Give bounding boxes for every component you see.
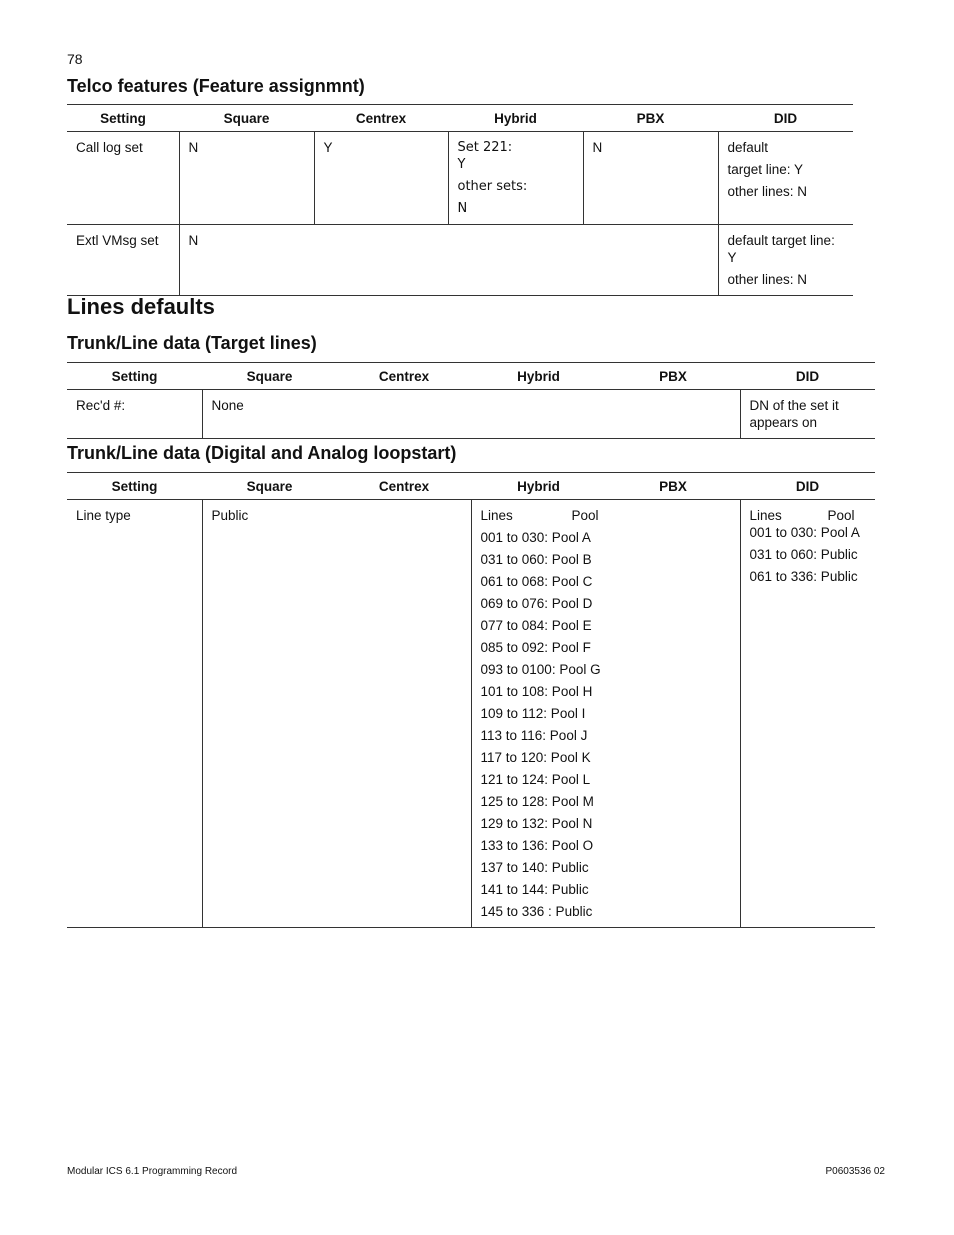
cell-square-centrex: Public bbox=[202, 500, 471, 928]
pool-label: Pool bbox=[571, 508, 599, 523]
lines-pool-header bbox=[750, 507, 855, 524]
cell-merged: None bbox=[202, 390, 740, 439]
cell-line: Y bbox=[727, 250, 737, 265]
pool-range-line: 117 to 120: Pool K bbox=[480, 750, 591, 765]
col-header-setting: Setting bbox=[67, 473, 202, 500]
cell-centrex: Y bbox=[314, 132, 448, 225]
section-title-lines-defaults: Lines defaults bbox=[67, 294, 215, 319]
section-title-target-lines: Trunk/Line data (Target lines) bbox=[67, 333, 317, 353]
cell-line: other lines: N bbox=[727, 272, 808, 287]
col-header-square: Square bbox=[202, 363, 337, 390]
cell-did bbox=[718, 132, 853, 225]
cell-setting: Call log set bbox=[67, 132, 179, 225]
col-header-centrex: Centrex bbox=[337, 473, 471, 500]
telco-features-table bbox=[67, 104, 853, 296]
pool-range-line: 061 to 068: Pool C bbox=[480, 574, 593, 589]
pool-range-line: 121 to 124: Pool L bbox=[480, 772, 591, 787]
col-header-pbx: PBX bbox=[606, 363, 740, 390]
table-header-row bbox=[67, 363, 875, 390]
pool-range-line: 145 to 336 : Public bbox=[480, 904, 593, 919]
pool-range-line: 031 to 060: Pool B bbox=[480, 552, 592, 567]
cell-square: N bbox=[179, 132, 314, 225]
pool-range-line: 101 to 108: Pool H bbox=[480, 684, 593, 699]
section-title-telco-features: Telco features (Feature assignmnt) bbox=[67, 76, 365, 96]
cell-hybrid bbox=[448, 132, 583, 225]
pool-range-line: 001 to 030: Pool A bbox=[749, 525, 860, 540]
cell-line: other lines: N bbox=[727, 184, 808, 199]
target-lines-table bbox=[67, 362, 875, 439]
cell-line: target line: Y bbox=[727, 162, 804, 177]
cell-line: N bbox=[457, 201, 468, 216]
pool-range-line: 061 to 336: Public bbox=[749, 569, 858, 584]
pool-range-line: 141 to 144: Public bbox=[480, 882, 589, 897]
cell-setting: Rec'd #: bbox=[67, 390, 202, 439]
pool-range-line: 001 to 030: Pool A bbox=[480, 530, 591, 545]
cell-merged: N bbox=[179, 225, 718, 296]
pool-range-line: 133 to 136: Pool O bbox=[480, 838, 594, 853]
cell-line: other sets: bbox=[457, 179, 528, 194]
table-header-row bbox=[67, 473, 875, 500]
cell-did bbox=[718, 225, 853, 296]
col-header-setting: Setting bbox=[67, 105, 179, 132]
page-number: 78 bbox=[67, 51, 83, 67]
pool-range-line: 137 to 140: Public bbox=[480, 860, 589, 875]
table-row bbox=[67, 225, 853, 296]
table-header-row bbox=[67, 105, 853, 132]
lines-pool-header bbox=[480, 507, 599, 524]
pool-range-line: 085 to 092: Pool F bbox=[480, 640, 591, 655]
pool-range-line: 069 to 076: Pool D bbox=[480, 596, 593, 611]
col-header-pbx: PBX bbox=[583, 105, 718, 132]
pool-range-line: 031 to 060: Public bbox=[749, 547, 858, 562]
col-header-did: DID bbox=[740, 473, 875, 500]
col-header-hybrid: Hybrid bbox=[471, 363, 606, 390]
pool-range-line: 113 to 116: Pool J bbox=[480, 728, 588, 743]
cell-setting: Extl VMsg set bbox=[67, 225, 179, 296]
cell-line: default target line: bbox=[727, 233, 835, 248]
lines-label: Lines bbox=[749, 508, 782, 523]
pool-range-line: 129 to 132: Pool N bbox=[480, 816, 593, 831]
col-header-did: DID bbox=[718, 105, 853, 132]
cell-hybrid-pbx bbox=[471, 500, 740, 928]
cell-line: appears on bbox=[749, 415, 818, 430]
col-header-pbx: PBX bbox=[606, 473, 740, 500]
col-header-square: Square bbox=[179, 105, 314, 132]
cell-line: DN of the set it bbox=[749, 398, 839, 413]
cell-setting: Line type bbox=[67, 500, 202, 928]
pool-range-line: 077 to 084: Pool E bbox=[480, 618, 592, 633]
cell-did bbox=[740, 500, 875, 928]
footer-right: P0603536 02 bbox=[825, 1166, 885, 1177]
loopstart-table bbox=[67, 472, 875, 928]
col-header-centrex: Centrex bbox=[337, 363, 471, 390]
cell-pbx: N bbox=[583, 132, 718, 225]
pool-range-line: 109 to 112: Pool I bbox=[480, 706, 586, 721]
col-header-centrex: Centrex bbox=[314, 105, 448, 132]
cell-line: Y bbox=[457, 157, 466, 172]
col-header-hybrid: Hybrid bbox=[471, 473, 606, 500]
table-row bbox=[67, 132, 853, 225]
table-row bbox=[67, 500, 875, 928]
col-header-did: DID bbox=[740, 363, 875, 390]
section-title-digital-analog-loopstart: Trunk/Line data (Digital and Analog loopstart) bbox=[67, 443, 457, 463]
cell-did bbox=[740, 390, 875, 439]
col-header-hybrid: Hybrid bbox=[448, 105, 583, 132]
col-header-square: Square bbox=[202, 473, 337, 500]
table-row bbox=[67, 390, 875, 439]
lines-label: Lines bbox=[480, 508, 513, 523]
pool-label: Pool bbox=[827, 508, 855, 523]
footer-left: Modular ICS 6.1 Programming Record bbox=[67, 1166, 238, 1177]
cell-line: default bbox=[727, 140, 769, 155]
pool-range-line: 125 to 128: Pool M bbox=[480, 794, 594, 809]
cell-line: Set 221: bbox=[457, 140, 513, 155]
col-header-setting: Setting bbox=[67, 363, 202, 390]
pool-range-line: 093 to 0100: Pool G bbox=[480, 662, 601, 677]
